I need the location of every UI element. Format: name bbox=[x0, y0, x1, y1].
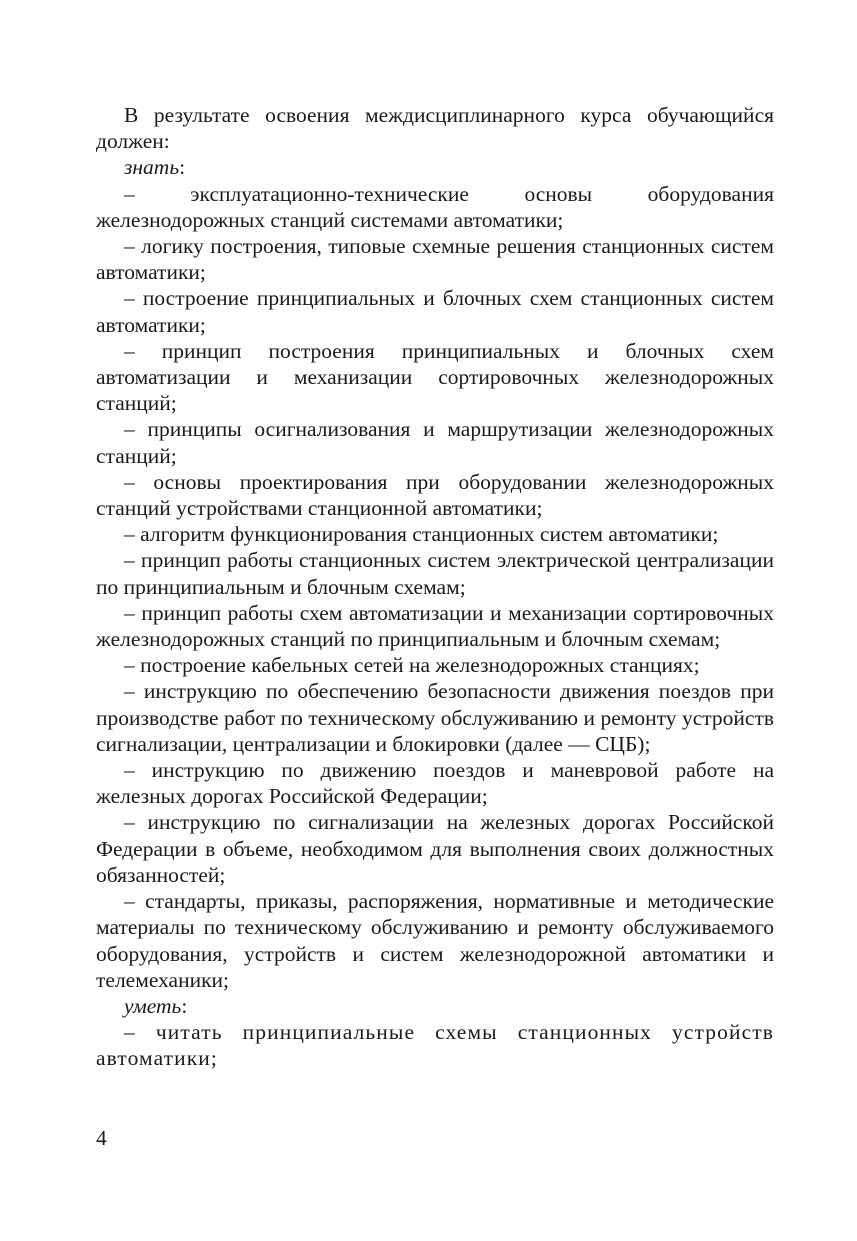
know-item-12: – инструкцию по движению поездов и маневровой работе на железных дорогах Российской Федерации; bbox=[96, 758, 774, 809]
know-item-3: – построение принципиальных и блочных схем станционных систем автоматики; bbox=[96, 286, 774, 337]
know-item-1: – эксплуатационно-технические основы оборудования железнодорожных станций системами автоматики; bbox=[96, 181, 774, 232]
can-heading: уметь: bbox=[124, 993, 188, 1018]
know-item-7: – алгоритм функционирования станционных систем автоматики; bbox=[124, 522, 719, 547]
intro-paragraph: В результате освоения междисциплинарного курса обучающийся должен: bbox=[96, 103, 774, 154]
know-item-13: – инструкцию по сигнализации на железных дорогах Российской Федерации в объеме, необходимом для выполнения своих должностных обязанностей; bbox=[96, 810, 774, 887]
know-heading: знать: bbox=[124, 155, 186, 180]
know-item-9: – принцип работы схем автоматизации и механизации сортировочных железнодорожных станций по принципиальным и блочным схемам; bbox=[96, 600, 774, 652]
know-item-10: – построение кабельных сетей на железнодорожных станциях; bbox=[124, 653, 700, 678]
page-number: 4 bbox=[96, 1126, 107, 1150]
document-body bbox=[96, 102, 774, 1072]
know-item-11: – инструкцию по обеспечению безопасности движения поездов при производстве работ по техническому обслуживанию и ремонту устройств сигнализации, централизации и блокировки (далее — СЦБ); bbox=[96, 679, 774, 756]
can-item-1: – читать принципиальные схемы станционных устройств автоматики; bbox=[96, 1020, 774, 1071]
know-heading-label: знать bbox=[124, 155, 180, 180]
know-item-6: – основы проектирования при оборудовании железнодорожных станций устройствами станционной автоматики; bbox=[96, 469, 774, 521]
know-item-4: – принцип построения принципиальных и блочных схем автоматизации и механизации сортировочных железнодорожных станций; bbox=[96, 338, 774, 416]
know-item-5: – принципы осигнализования и маршрутизации железнодорожных станций; bbox=[96, 417, 774, 468]
know-item-8: – принцип работы станционных систем электрической централизации по принципиальным и блочным схемам; bbox=[96, 548, 774, 599]
know-item-2: – логику построения, типовые схемные решения станционных систем автоматики; bbox=[96, 234, 774, 285]
know-item-14: – стандарты, приказы, распоряжения, нормативные и методические материалы по техническому обслуживанию и ремонту обслуживаемого оборудования, устройств и систем железнодорожной автоматики и телемеханики; bbox=[96, 889, 774, 992]
can-heading-label: уметь bbox=[124, 993, 182, 1018]
